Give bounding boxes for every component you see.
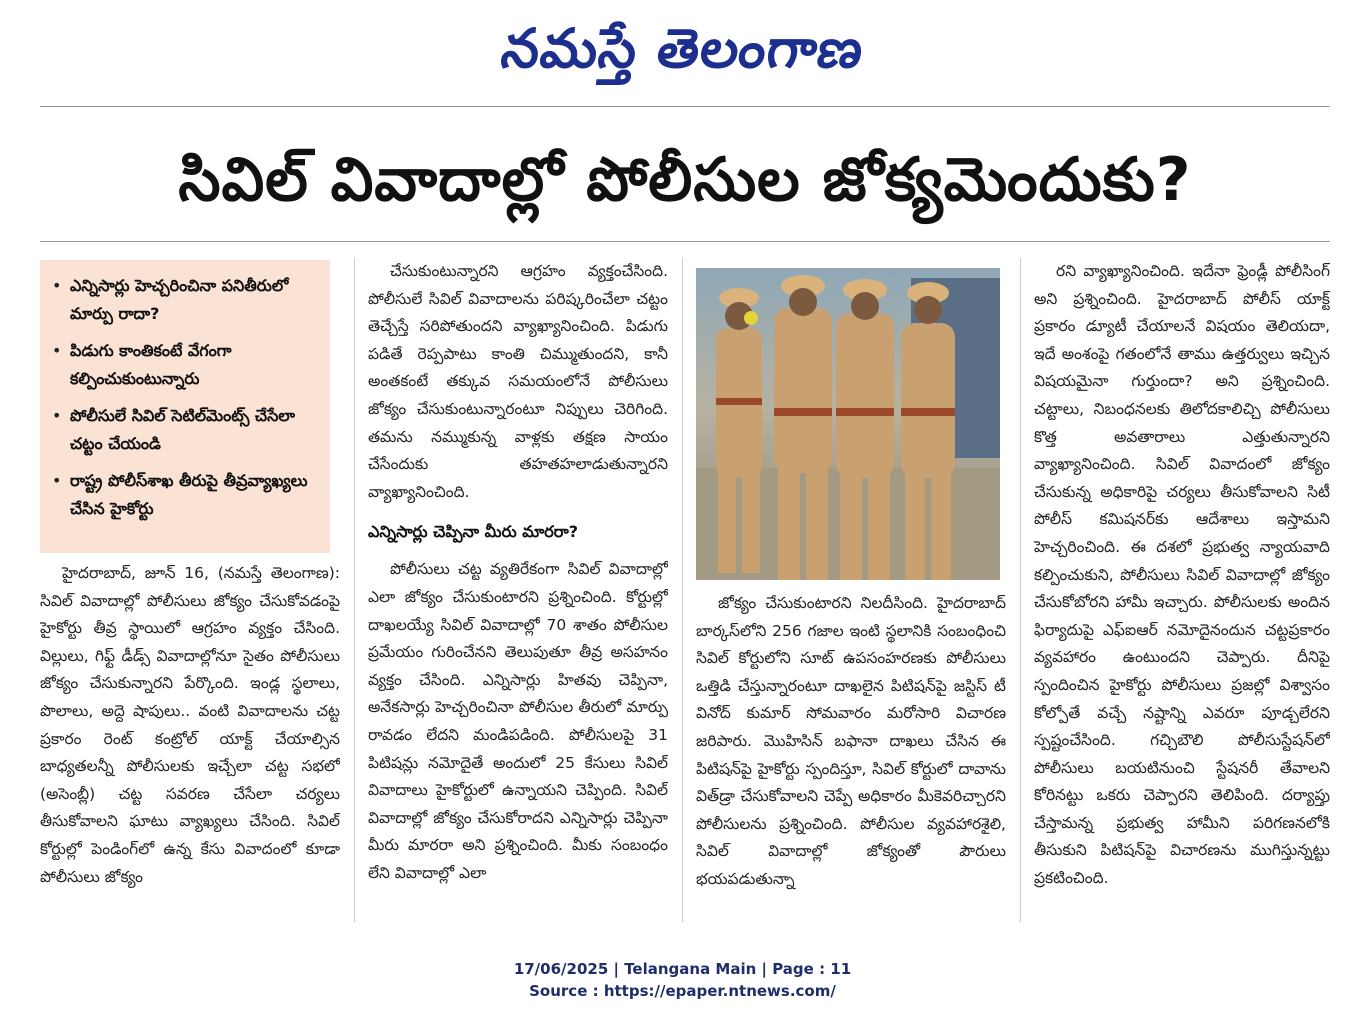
newspaper-logo: నమస్తే తెలంగాణ <box>497 16 868 80</box>
edition-info: 17/06/2025 | Telangana Main | Page : 11 <box>513 960 852 978</box>
article-column-4 <box>1034 258 1330 920</box>
headline-divider <box>40 241 1330 242</box>
bullet-icon: • <box>52 471 62 490</box>
highlight-text: రాష్ట్ర పోలీస్‌శాఖ తీరుపై తీవ్రవ్యాఖ్యలు చేసిన హైకోర్టు <box>70 471 308 518</box>
article-paragraph: పోలీసులు చట్ట వ్యతిరేకంగా సివిల్ వివాదాల్లో ఎలా జోక్యం చేసుకుంటారని ప్రశ్నించింది. కోర్టుల్లో దాఖలయ్యే సివిల్ వివాదాల్లో 70 శాతం పోలీసుల ప్రమేయం గురించేనని తెలుపుతూ తీవ్ర అసహనం వ్యక్తం చేసింది. ఎన్నిసార్లు హితవు చెప్పినా, అనేకసార్లు హెచ్చరించినా పోలీసుల తీరులో మార్పు రావడం లేదని మండిపడింది. పోలీసులపై 31 పిటిషన్లు నమోదైతే అందులో 25 కేసులు సివిల్ వివాదాలు హైకోర్టులో ఉన్నాయని చెప్పింది. సివిల్ వివాదాల్లో జోక్యం చేసుకోరాదని ఎన్నిసార్లు చెప్పినా మీరు మారరా అని ప్రశ్నించింది. మీకు సంబంధం లేని వివాదాల్లో ఎలా <box>368 560 668 882</box>
article-column-1 <box>40 560 340 920</box>
article-paragraph: రని వ్యాఖ్యానించింది. ఇదేనా ఫ్రెండ్లీ పోలీసింగ్ అని ప్రశ్నించింది. హైదరాబాద్ పోలీస్ యాక్ట్ ప్రకారం డ్యూటీ చేయాలనే విషయం తెలియదా, ఇదే అంశంపై గతంలోనే తాము ఉత్తర్వులు ఇచ్చిన విషయమైనా గుర్తుందా? అని ప్రశ్నించింది. చట్టాలు, నిబంధనలకు తిలోదకాలిచ్చి పోలీసులు కొత్త అవతారాలు ఎత్తుతున్నారని వ్యాఖ్యానించింది. సివిల్ వివాదంలో జోక్యం చేసుకున్న అధికారిపై చర్యలు తీసుకోవాలని సిటీ పోలీస్ కమిషనర్‌కు ఆదేశాలు ఇస్తామని హెచ్చరించింది. ఈ దశలో ప్రభుత్వ న్యాయవాది కల్పించుకుని, పోలీసులు సివిల్ వివాదాల్లో జోక్యం చేసుకోబోరని హామీ ఇచ్చారు. పోలీసులకు అందిన ఫిర్యాదుపై ఎఫ్ఐఆర్ నమోదైనందున చట్టప్రకారం వ్యవహారం ఉంటుందని చెప్పారు. దీనిపై స్పందించిన హైకోర్టు పోలీసులు ప్రజల్లో విశ్వాసం కోల్పోతే వచ్చే నష్టాన్ని ఎవరూ పూడ్చలేరని స్పష్టంచేసింది. గచ్చిబౌలి పోలీసుస్టేషన్‌లో పోలీసులు బయటినుంచి స్టేషనరీ తేవాలని కోరినట్టు ఒకరు చెప్పారని తెలిపింది. దర్యాప్తు చేస్తామన్న ప్రభుత్వ హామీని పరిగణనలోకి తీసుకుని పిటిషన్‌పై విచారణను ముగిస్తున్నట్టు ప్రకటించింది. <box>1034 262 1330 888</box>
article-subheading: ఎన్నిసార్లు చెప్పినా మీరు మారరా? <box>368 522 579 542</box>
highlight-text: ఎన్నిసార్లు హెచ్చరించినా పనితీరులో మార్పు రాదా? <box>70 276 289 323</box>
masthead <box>0 8 1365 88</box>
highlights-box <box>40 260 330 553</box>
article-column-2 <box>368 258 668 920</box>
article-headline: సివిల్ వివాదాల్లో పోలీసుల జోక్యమెందుకు? <box>178 145 1192 215</box>
masthead-divider <box>40 106 1330 107</box>
column-divider <box>354 258 355 922</box>
highlight-item <box>52 402 320 458</box>
article-paragraph: చేసుకుంటున్నారని ఆగ్రహం వ్యక్తంచేసింది. పోలీసులే సివిల్ వివాదాలను పరిష్కరించేలా చట్టం తెచ్చేస్తే సరిపోతుందని వ్యాఖ్యానించింది. పిడుగు పడితే రెప్పపాటు కాంతి చిమ్ముతుందని, కానీ అంతకంటే తక్కువ సమయంలోనే పోలీసులు జోక్యం చేసుకుంటున్నారంటూ నిప్పులు చెరిగింది. తమను నమ్ముకున్న వాళ్లకు తక్షణ సాయం చేసేందుకు తహతహలాడుతున్నారని వ్యాఖ్యానించింది. <box>368 262 668 501</box>
column-divider <box>682 258 683 922</box>
column-divider <box>1020 258 1021 922</box>
source-link[interactable]: Source : https://epaper.ntnews.com/ <box>529 982 836 1000</box>
highlight-item <box>52 467 320 523</box>
bullet-icon: • <box>52 406 62 425</box>
highlight-item <box>52 337 320 393</box>
highlight-text: పిడుగు కాంతికంటే వేగంగా కల్పించుకుంటున్నారు <box>70 341 232 388</box>
bullet-icon: • <box>52 276 62 295</box>
highlight-item <box>52 272 320 328</box>
bullet-icon: • <box>52 341 62 360</box>
article-paragraph: హైదరాబాద్, జూన్ 16, (నమస్తే తెలంగాణ): సివిల్ వివాదాల్లో పోలీసులు జోక్యం చేసుకోవడంపై హైకోర్టు తీవ్ర స్థాయిలో ఆగ్రహం వ్యక్తం చేసింది. విల్లులు, గిఫ్ట్ డీడ్స్ వివాదాల్లోనూ సైతం పోలీసులు జోక్యం చేసుకున్నారని పేర్కొంది. ఇండ్ల స్థలాలు, పొలాలు, అద్దె షాపులు.. వంటి వివాదాలను చట్ట ప్రకారం రెంట్ కంట్రోల్ యాక్ట్ చేయాల్సిన బాధ్యతలన్నీ పోలీసులకు ఇచ్చేలా చట్ట సభలో (అసెంబ్లీ) చట్ట సవరణ చేసేలా చర్యలు తీసుకోవాలని ఘాటు వ్యాఖ్యలు చేసింది. సివిల్ కోర్టుల్లో పెండింగ్‌లో ఉన్న కేసు వివాదంలో కూడా పోలీసులు జోక్యం <box>40 564 340 886</box>
article-paragraph: జోక్యం చేసుకుంటారని నిలదీసింది. హైదరాబాద్ బార్కస్‌లోని 256 గజాల ఇంటి స్థలానికి సంబంధించి సివిల్ కోర్టులోని సూట్ ఉపసంహరణకు పోలీసులు ఒత్తిడి చేస్తున్నారంటూ దాఖలైన పిటిషన్‌పై జస్టిస్ టీ వినోద్ కుమార్ సోమవారం మరోసారి విచారణ జరిపారు. మొహిసిన్ బఫానా దాఖలు చేసిన ఈ పిటిషన్‌పై హైకోర్టు స్పందిస్తూ, సివిల్ కోర్టులో దావాను విత్‌డ్రా చేసుకోవాలని చెప్పే అధికారం మీకెవరిచ్చారని పోలీసులను ప్రశ్నించింది. పోలీసుల వ్యవహారశైలి, సివిల్ వివాదాల్లో జోక్యంతో పౌరులు భయపడుతున్నా <box>696 594 1006 888</box>
article-column-3 <box>696 590 1006 920</box>
page-footer <box>0 958 1365 1002</box>
police-officers-photo <box>696 268 1000 580</box>
highlight-text: పోలీసులే సివిల్ సెటిల్‌మెంట్స్ చేసేలా చట్టం చేయండి <box>70 406 296 453</box>
